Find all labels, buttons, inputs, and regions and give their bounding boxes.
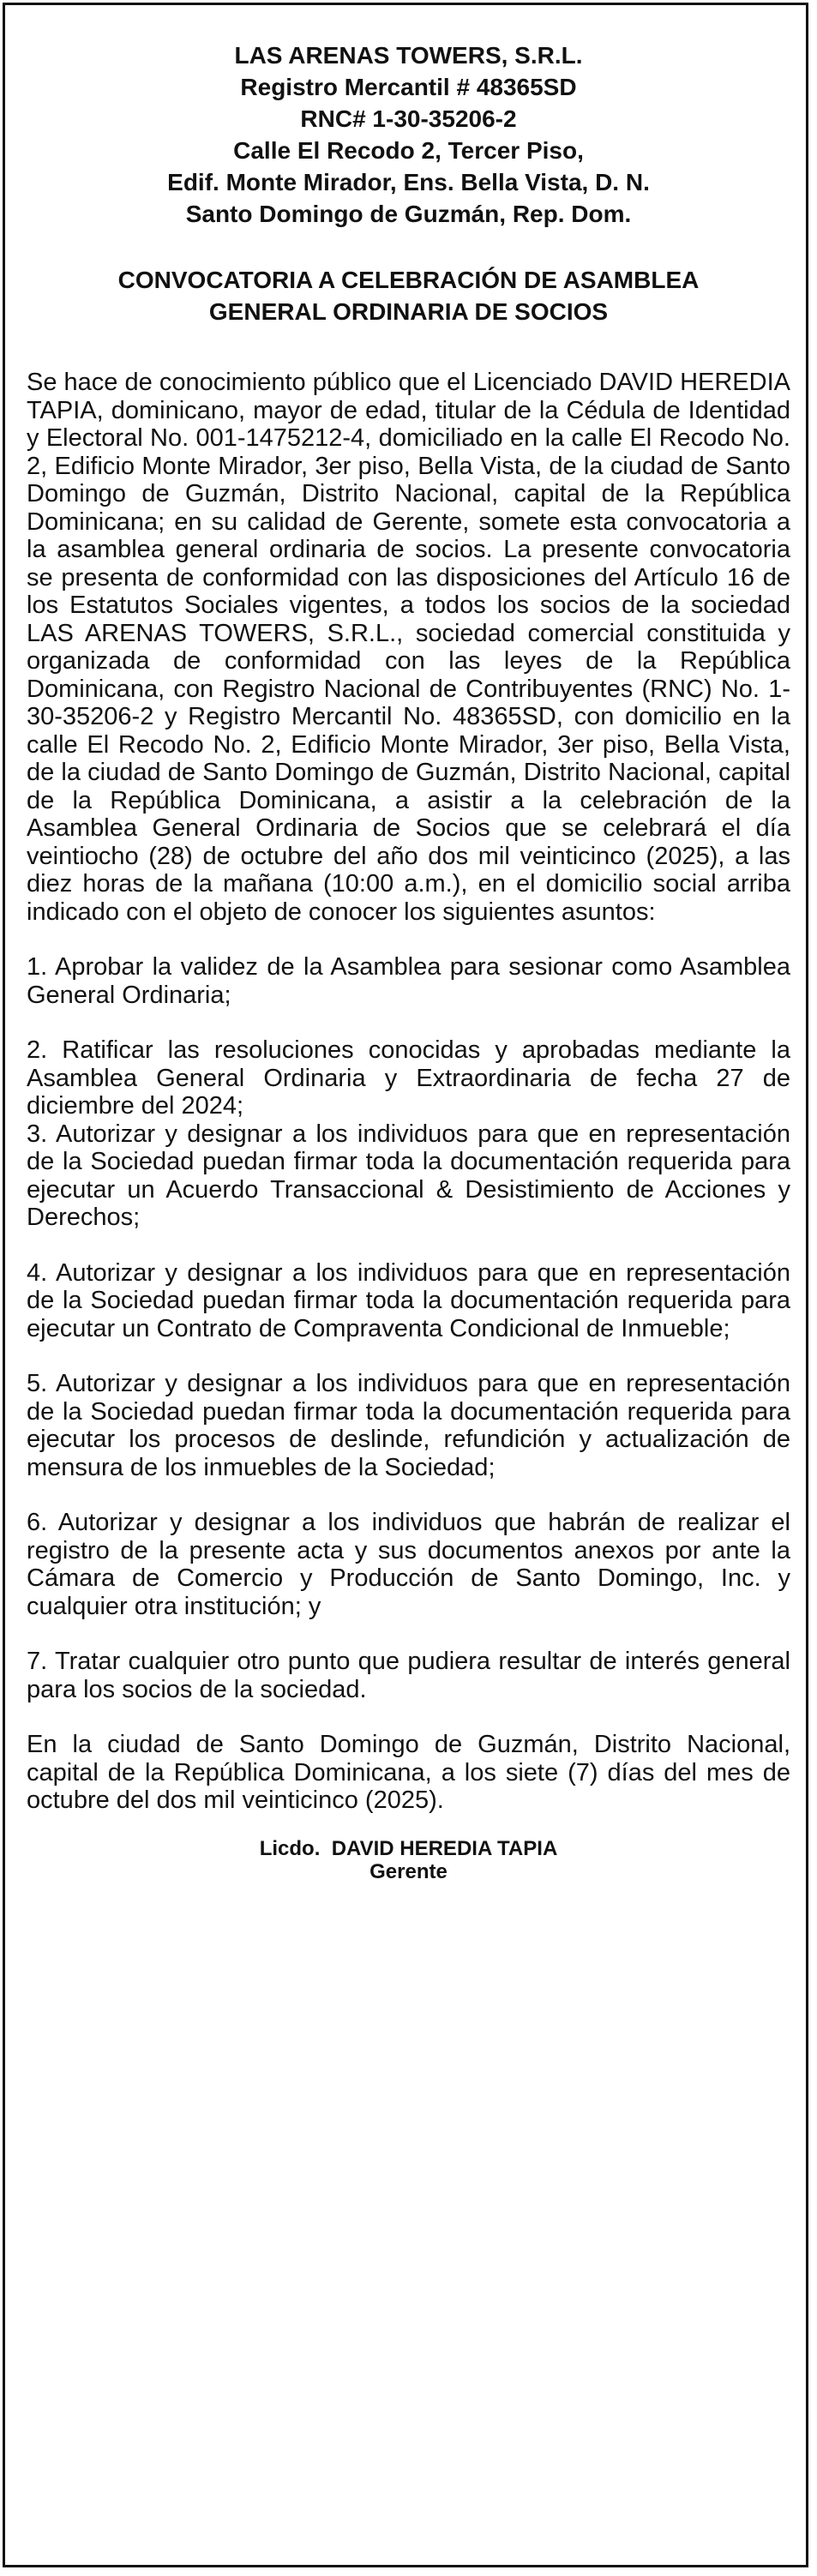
- notice-body: [27, 369, 790, 1815]
- address-line-3: Santo Domingo de Guzmán, Rep. Dom.: [185, 201, 632, 227]
- registro-mercantil: Registro Mercantil # 48365SD: [240, 74, 577, 100]
- company-name: LAS ARENAS TOWERS, S.R.L.: [234, 42, 583, 69]
- notice-frame: [3, 3, 808, 2567]
- title-line-1: CONVOCATORIA A CELEBRACIÓN DE ASAMBLEA: [117, 267, 700, 293]
- agenda-item-7: 7. Tratar cualquier otro punto que pudiera resultar de interés general para los socios de la sociedad.: [27, 1648, 790, 1703]
- address-line-1: Calle El Recodo 2, Tercer Piso,: [233, 137, 584, 164]
- closing-paragraph: En la ciudad de Santo Domingo de Guzmán, Distrito Nacional, capital de la República Dominicana, a los siete (7) días del mes de octubre del dos mil veinticinco (2025).: [27, 1731, 790, 1814]
- agenda-item-3: 3. Autorizar y designar a los individuos para que en representación de la Sociedad puedan firmar toda la documentación requerida para ejecutar un Acuerdo Transaccional & Desistimiento de Acciones y Derechos;: [27, 1120, 790, 1231]
- rnc-number: RNC# 1-30-35206-2: [300, 105, 517, 132]
- agenda-item-5: 5. Autorizar y designar a los individuos para que en representación de la Sociedad puedan firmar toda la documentación requerida para ejecutar los procesos de deslinde, refundición y actualización de mensura de los inmuebles de la Sociedad;: [27, 1370, 790, 1481]
- notice-title: [27, 264, 790, 327]
- title-line-2: GENERAL ORDINARIA DE SOCIOS: [208, 298, 609, 325]
- company-header: [27, 39, 790, 230]
- agenda-item-6: 6. Autorizar y designar a los individuos que habrán de realizar el registro de la presente acta y sus documentos anexos por ante la Cámara de Comercio y Producción de Santo Domingo, Inc. y cualquier otra institución; y: [27, 1509, 790, 1620]
- notice-content: [27, 39, 790, 1883]
- agenda-item-1: 1. Aprobar la validez de la Asamblea para sesionar como Asamblea General Ordinaria;: [27, 953, 790, 1009]
- signatory-name: Licdo. DAVID HEREDIA TAPIA: [259, 1836, 558, 1860]
- signature-block: [27, 1837, 790, 1883]
- address-line-2: Edif. Monte Mirador, Ens. Bella Vista, D. N.: [167, 169, 650, 195]
- intro-paragraph: Se hace de conocimiento público que el Licenciado DAVID HEREDIA TAPIA, dominicano, mayor de edad, titular de la Cédula de Identidad y Electoral No. 001-1475212-4, domiciliado en la calle El Recodo No. 2, Edificio Monte Mirador, 3er piso, Bella Vista, de la ciudad de Santo Domingo de Guzmán, Distrito Nacional, capital de la República Dominicana; en su calidad de Gerente, somete esta convocatoria a la asamblea general ordinaria de socios. La presente convocatoria se presenta de conformidad con las disposiciones del Artículo 16 de los Estatutos Sociales vigentes, a todos los socios de la sociedad LAS ARENAS TOWERS, S.R.L., sociedad comercial constituida y organizada de conformidad con las leyes de la República Dominicana, con Registro Nacional de Contribuyentes (RNC) No. 1-30-35206-2 y Registro Mercantil No. 48365SD, con domicilio en la calle El Recodo No. 2, Edificio Monte Mirador, 3er piso, Bella Vista, de la ciudad de Santo Domingo de Guzmán, Distrito Nacional, capital de la República Dominicana, a asistir a la celebración de la Asamblea General Ordinaria de Socios que se celebrará el día veintiocho (28) de octubre del año dos mil veinticinco (2025), a las diez horas de la mañana (10:00 a.m.), en el domicilio social arriba indicado con el objeto de conocer los siguientes asuntos:: [27, 369, 790, 926]
- agenda-item-4: 4. Autorizar y designar a los individuos para que en representación de la Sociedad puedan firmar toda la documentación requerida para ejecutar un Contrato de Compraventa Condicional de Inmueble;: [27, 1258, 790, 1342]
- signatory-role: Gerente: [369, 1859, 448, 1883]
- agenda-item-2: 2. Ratificar las resoluciones conocidas y aprobadas mediante la Asamblea General Ordinaria y Extraordinaria de fecha 27 de diciembre del 2024;: [27, 1036, 790, 1120]
